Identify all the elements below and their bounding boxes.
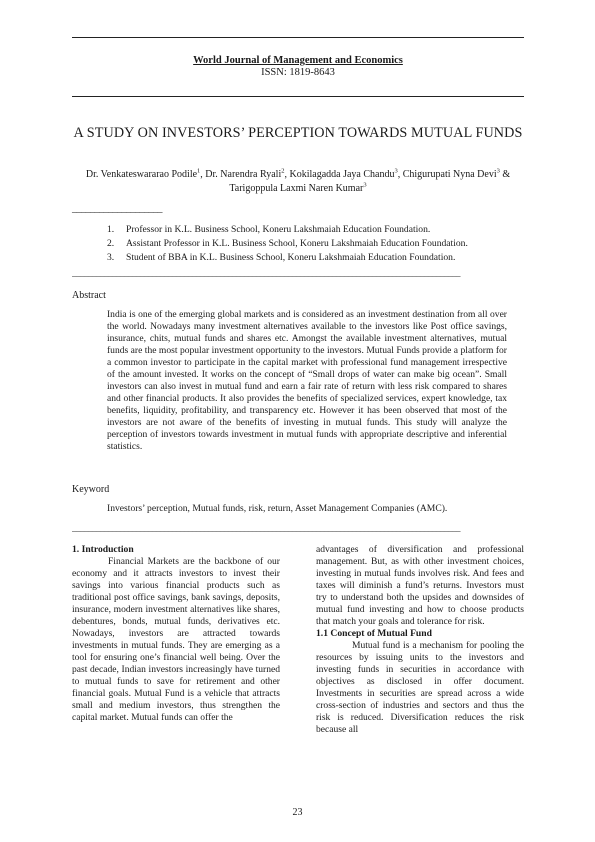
keyword-body: Investors’ perception, Mutual funds, risk, return, Asset Management Companies (AMC).	[107, 503, 448, 514]
author-affil-marker: 3	[394, 167, 398, 175]
header-bottom-rule	[72, 96, 524, 97]
paragraph: Financial Markets are the backbone of our economy and it attracts investors to invest their savings into various financial products such as traditional post office savings, bank savings, deposits, insurance, modern investment alternatives like shares, debentures, bonds, mutual funds, derivatives etc. Nowadays, investors are attracted towards investments in mutual funds. They are emerging as a tool for ensuring one’s financial well being. Over the past decade, Indian investors increasingly have turned to mutual funds to save for retirement and other financial goals. Mutual Fund is a vehicle that attracts small and medium investors, thus strengthen the capital market. Mutual funds can offer the	[72, 556, 280, 723]
author-list	[80, 168, 516, 196]
footnote-separator: ____________________	[72, 203, 162, 214]
keyword-heading: Keyword	[72, 484, 110, 495]
header-top-rule	[72, 37, 524, 38]
affiliation-text: Professor in K.L. Business School, Koneru Lakshmaiah Education Foundation.	[126, 224, 431, 235]
section-heading-introduction: 1. Introduction	[72, 544, 134, 555]
author-name: , Kokilagadda Jaya Chandu	[284, 169, 395, 180]
affiliation-item	[107, 251, 547, 265]
section-heading-concept: 1.1 Concept of Mutual Fund	[316, 628, 432, 639]
paragraph: Mutual fund is a mechanism for pooling the resources by issuing units to the investors and investing funds in securities in accordance with objectives as disclosed in offer document. Investments in securities are spread across a wide cross-section of industries and sectors and thus the risk is reduced. Diversification reduces the risk because all	[316, 640, 524, 735]
author-affil-marker: 3	[496, 167, 500, 175]
author-name: Dr. Venkateswararao Podile	[85, 169, 198, 180]
right-column	[316, 544, 524, 736]
paragraph: advantages of diversification and professional management. But, as with other investment choices, investing in mutual funds involves risk. And fees and taxes will diminish a fund’s returns. Investors must try to understand both the upsides and downsides of mutual fund investing and how to choose products that match your goals and tolerance for risk.	[316, 544, 524, 627]
affiliation-item	[107, 223, 547, 237]
author-name: , Chigurupati Nyna Devi	[397, 169, 497, 180]
journal-issn: ISSN: 1819-8643	[261, 67, 335, 78]
paper-title: A STUDY ON INVESTORS’ PERCEPTION TOWARDS MUTUAL FUNDS	[73, 125, 523, 141]
affiliation-number: 3.	[107, 252, 115, 263]
page-number: 23	[292, 807, 303, 818]
affiliation-number: 2.	[107, 238, 115, 249]
section-separator: _________________________________________________________________________________________________	[72, 268, 460, 278]
author-name: , Dr. Narendra Ryali	[200, 169, 282, 180]
abstract-body: India is one of the emerging global markets and is considered as an investment destination from all over the world. Nowadays many investment alternatives available to the investors like Post office savings, insurance, chits, mutual funds and shares etc. Amongst the available investment alternatives, mutual funds are the most popular investment opportunity to the investors. Mutual Funds provide a platform for a common investor to participate in the capital market with professional fund management irrespective of the amount invested. It works on the concept of “Small drops of water can make big ocean”. Small investors can also invest in mutual fund and earn a fair rate of return with less risk compared to shares and other financial products. It also provides the benefits of specialized services, expert knowledge, tax benefits, liquidity, profitability, and transparency etc. However it has been observed that most of the investors are not aware of the benefits of investing in mutual funds. This study will analyze the perception of investors towards investment in mutual funds with appropriate descriptive and inferential statistics.	[107, 309, 507, 452]
left-column	[72, 544, 280, 724]
author-affil-marker: 2	[281, 167, 285, 175]
author-name: & Tarigoppula Laxmi Naren Kumar	[229, 169, 511, 194]
affiliation-item	[107, 237, 547, 251]
abstract-heading: Abstract	[72, 290, 106, 301]
author-affil-marker: 1	[197, 167, 201, 175]
section-separator: _________________________________________________________________________________________________	[72, 523, 460, 533]
affiliation-text: Assistant Professor in K.L. Business School, Koneru Lakshmaiah Education Foundation.	[126, 238, 468, 249]
affiliation-number: 1.	[107, 224, 115, 235]
author-affil-marker: 3	[363, 181, 367, 189]
journal-name: World Journal of Management and Economics	[193, 55, 403, 66]
affiliation-text: Student of BBA in K.L. Business School, Koneru Lakshmaiah Education Foundation.	[126, 252, 456, 263]
